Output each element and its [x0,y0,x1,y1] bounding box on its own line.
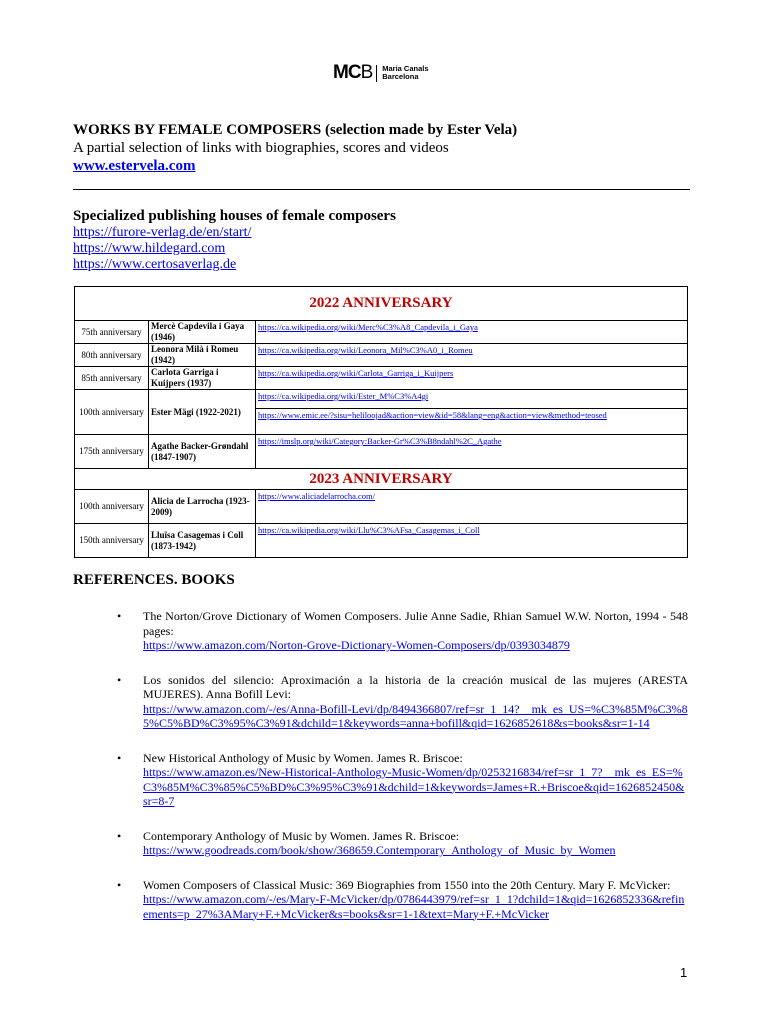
anniversary-cell: 100th anniversary [75,490,149,524]
references-list [117,609,688,941]
logo-divider [376,65,377,82]
composer-link[interactable]: https://ca.wikipedia.org/wiki/Llu%C3%AFsa_Casagemas_i_Coll [258,525,480,535]
composer-cell: Lluïsa Casagemas i Coll (1873-1942) [149,524,256,558]
composer-cell: Ester Mägi (1922-2021) [149,390,256,435]
document-header [73,121,693,175]
document-subtitle: A partial selection of links with biographies, scores and videos [73,140,449,156]
reference-link[interactable]: https://www.amazon.com/-/es/Anna-Bofill-Levi/dp/8494366807/ref=sr_1_14?__mk_es_US=%C3%85M%C3%85%C5%BD%C3%95%C3%91&dchild=1&keywords=anna+bofill&qid=1626852618&s=books&sr=1-14 [143,701,688,730]
references-title: REFERENCES. BOOKS [73,572,235,588]
publisher-link[interactable]: https://www.hildegard.com [73,241,226,256]
bullet: • [117,609,122,623]
composer-cell: Alicia de Larrocha (1923-2009) [149,490,256,524]
website-link[interactable]: www.estervela.com [73,158,196,174]
anniversary-cell: 85th anniversary [75,367,149,390]
reference-text: Los sonidos del silencio: Aproximación a la historia de la creación musical de las mujeres (ARESTA MUJERES). Anna Bofill Levi: [143,672,688,701]
composer-link[interactable]: https://ca.wikipedia.org/wiki/Merc%C3%A8_Capdevila_i_Gaya [258,322,478,332]
reference-text: Contemporary Anthology of Music by Women. James R. Briscoe: [143,828,460,843]
composer-link[interactable]: https://ca.wikipedia.org/wiki/Leonora_Mil%C3%A0_i_Romeu [258,345,473,355]
logo-text: Maria Canals Barcelona [382,63,429,81]
composer-link[interactable]: https://www.aliciadelarrocha.com/ [258,491,375,501]
reference-item [117,750,688,809]
anniversary-cell: 80th anniversary [75,344,149,367]
bullet: • [117,750,122,765]
horizontal-rule [73,189,690,190]
section-heading: 2023 ANNIVERSARY [75,469,688,490]
composer-cell: Agathe Backer-Grøndahl (1847-1907) [149,435,256,469]
bullet: • [117,672,122,687]
reference-link[interactable]: https://www.amazon.com/Norton-Grove-Dictionary-Women-Composers/dp/0393034879 [143,638,570,652]
bullet: • [117,828,122,843]
logo-mark: MCB [333,62,373,83]
reference-text: The Norton/Grove Dictionary of Women Composers. Julie Anne Sadie, Rhian Samuel W.W. Norton, 1994 - 548 pages: [143,609,688,638]
composer-link[interactable]: https://www.emic.ee/?sisu=heliloojad&action=view&id=58&lang=eng&action=view&method=teosed [258,410,607,420]
anniversary-cell: 150th anniversary [75,524,149,558]
reference-item [117,877,688,922]
composer-cell: Leonora Milà i Romeu (1942) [149,344,256,367]
reference-link[interactable]: https://www.amazon.com/-/es/Mary-F-McVicker/dp/0786443979/ref=sr_1_1?dchild=1&qid=1626852336&refinements=p_27%3AMary+F.+McVicker&s=books&sr=1-1&text=Mary+F.+McVicker [143,892,685,921]
section-heading: 2022 ANNIVERSARY [75,287,688,321]
composer-cell: Mercè Capdevila i Gaya (1946) [149,321,256,344]
composer-link[interactable]: https://imslp.org/wiki/Category:Backer-Gr%C3%B8ndahl%2C_Agathe [258,436,502,446]
mcb-logo [333,63,429,83]
anniversary-cell: 75th anniversary [75,321,149,344]
reference-item [117,672,688,731]
reference-item [117,828,688,858]
publisher-link[interactable]: https://www.certosaverlag.de [73,257,237,272]
publisher-link[interactable]: https://furore-verlag.de/en/start/ [73,225,252,240]
reference-link[interactable]: https://www.goodreads.com/book/show/368659.Contemporary_Anthology_of_Music_by_Women [143,843,616,857]
page-number: 1 [680,965,688,980]
reference-text: Women Composers of Classical Music: 369 Biographies from 1550 into the 20th Century. Mary F. McVicker: [143,877,671,892]
anniversary-cell: 100th anniversary [75,390,149,435]
reference-text: New Historical Anthology of Music by Women. James R. Briscoe: [143,750,463,765]
reference-link[interactable]: https://www.amazon.es/New-Historical-Anthology-Music-Women/dp/0253216834/ref=sr_1_7?__mk_es_ES=%C3%85M%C3%85%C5%BD%C3%95%C3%91&dchild=1&keywords=James+R.+Briscoe&qid=1626852450&sr=8-7 [143,765,685,808]
composer-link[interactable]: https://ca.wikipedia.org/wiki/Carlota_Garriga_i_Kuijpers [258,368,454,378]
document-title: WORKS BY FEMALE COMPOSERS (selection made by Ester Vela) [73,122,518,138]
publishing-section [73,207,693,273]
composer-cell: Carlota Garriga i Kuijpers (1937) [149,367,256,390]
composer-link[interactable]: https://ca.wikipedia.org/wiki/Ester_M%C3%A4gi [258,391,429,401]
reference-item [117,609,688,653]
bullet: • [117,877,122,892]
publishing-title: Specialized publishing houses of female composers [73,208,396,224]
anniversary-table [74,286,688,558]
anniversary-cell: 175th anniversary [75,435,149,469]
